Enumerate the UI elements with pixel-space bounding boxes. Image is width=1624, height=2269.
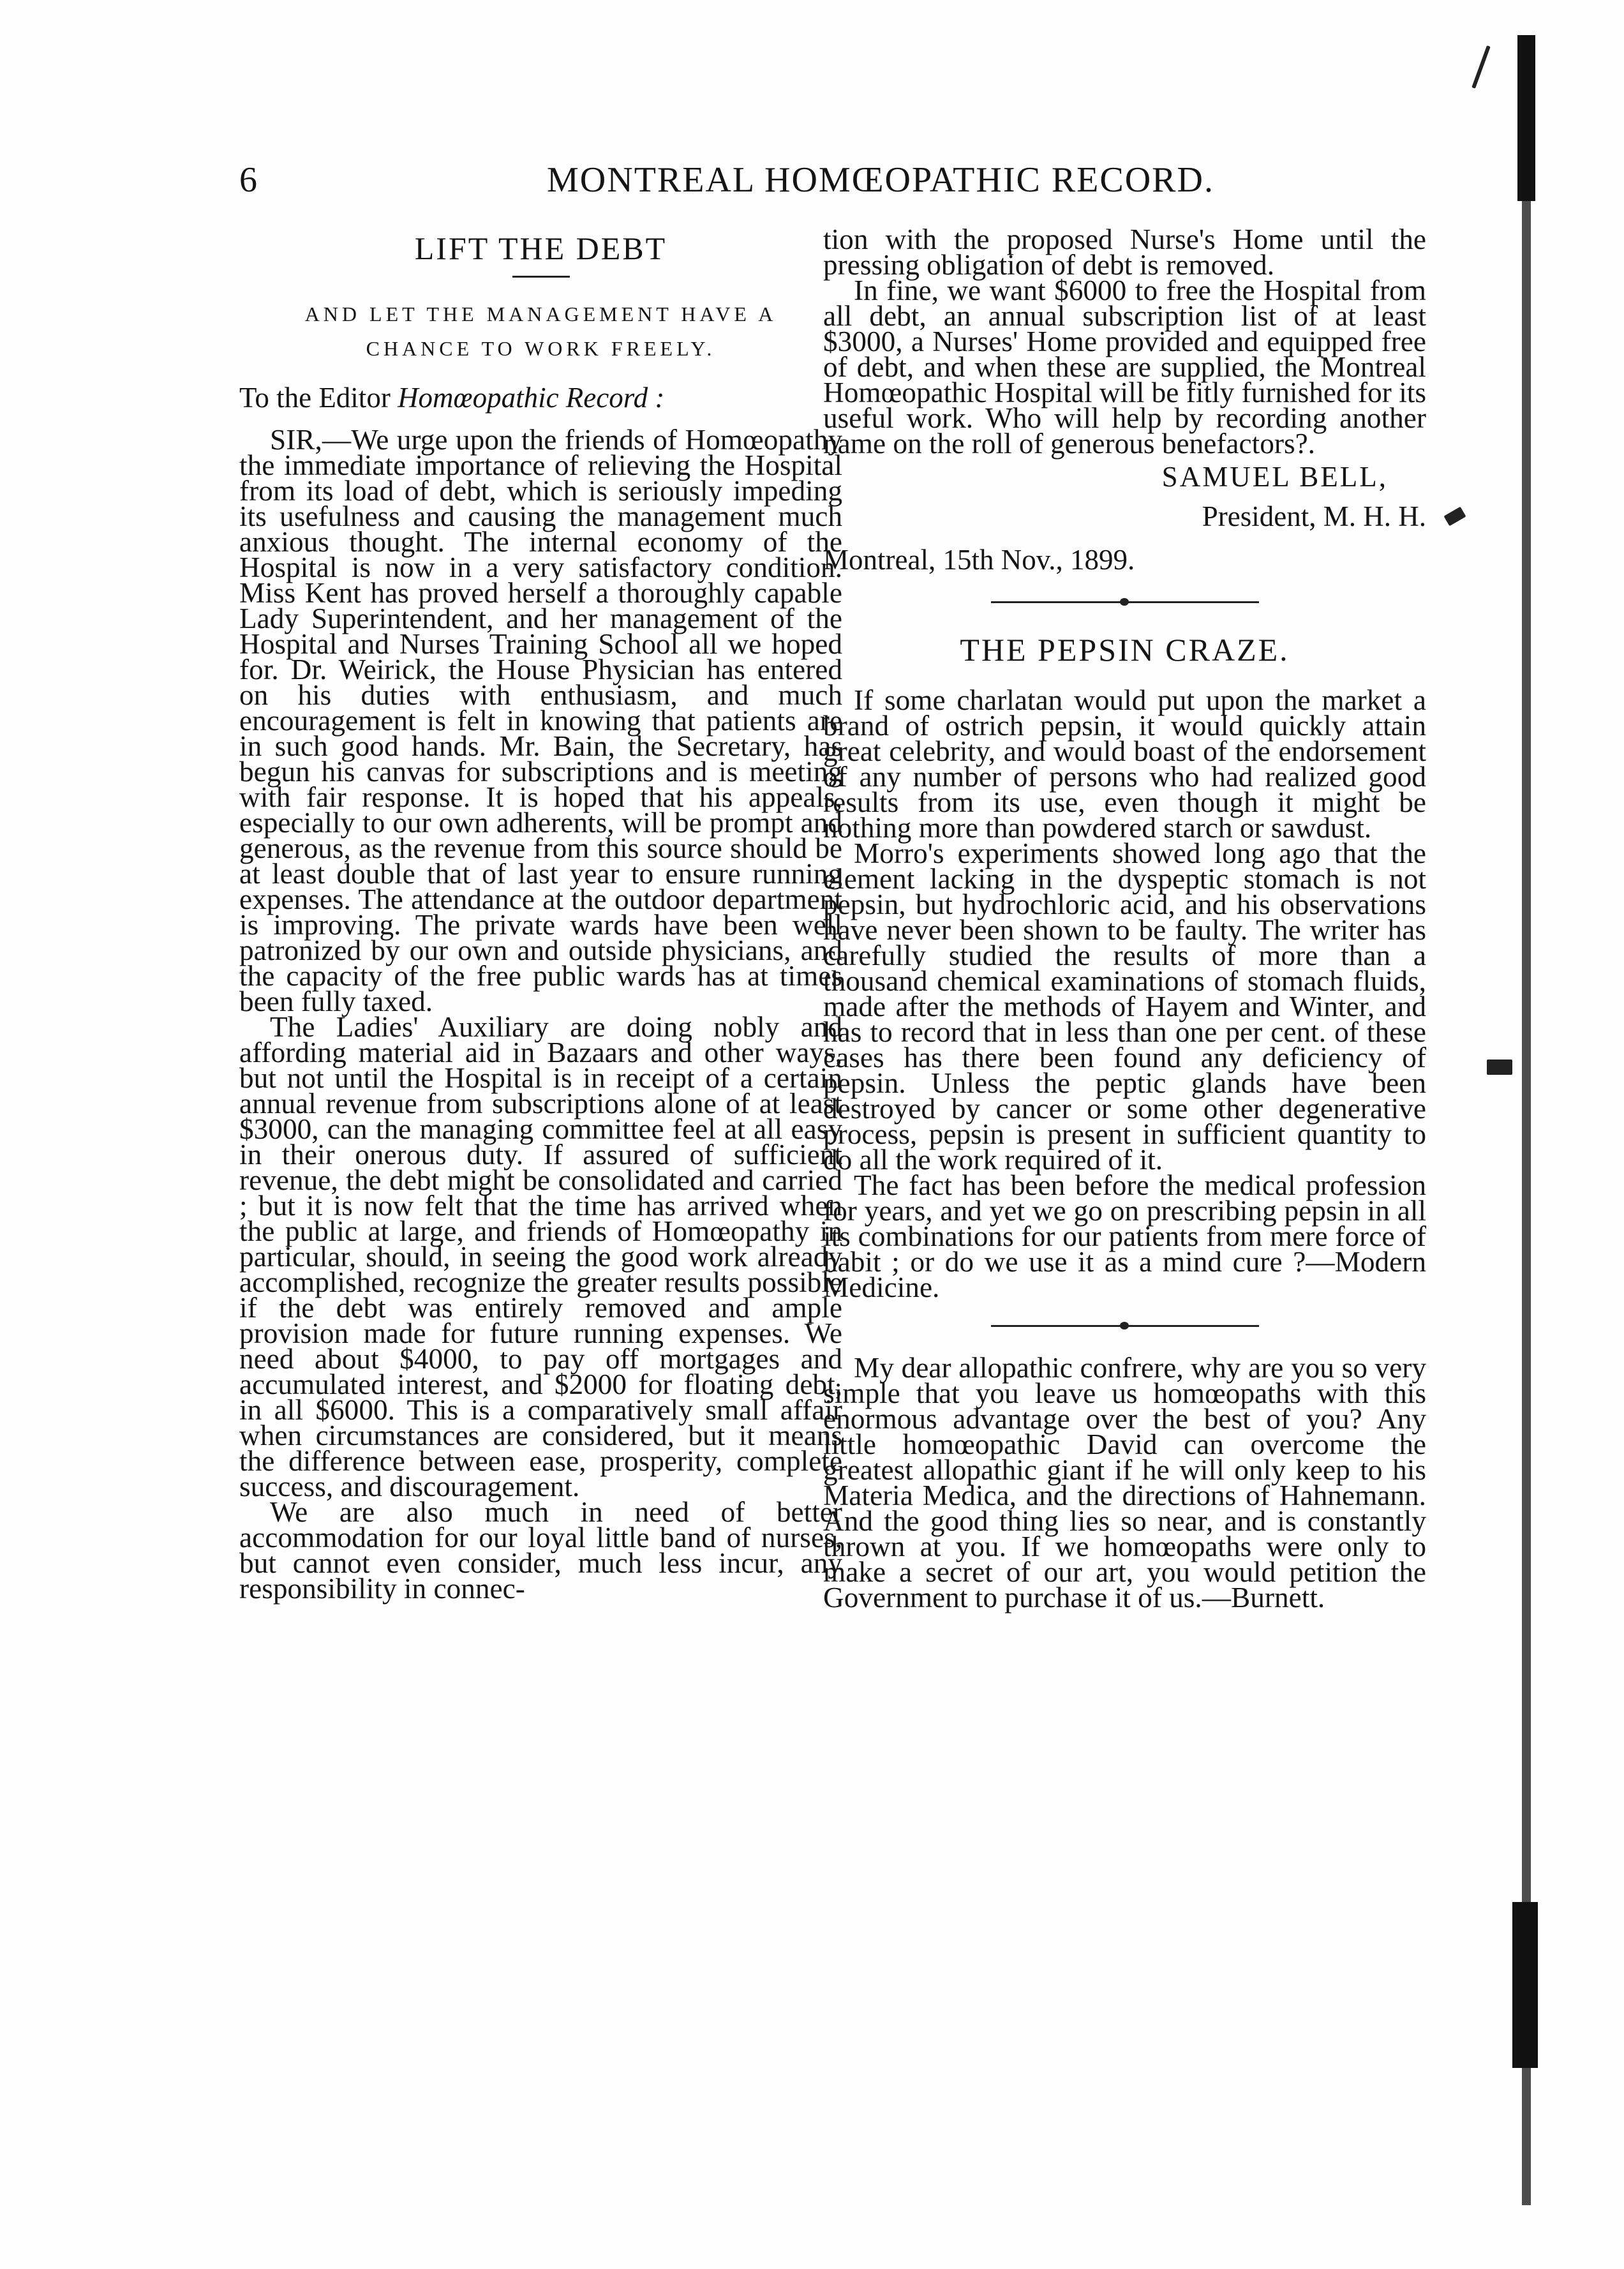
paragraph: We are also much in need of better accommodation for our loyal little band of nurses, but cannot even consider, much less incur, any responsibility in connec- — [239, 1496, 842, 1605]
right-column — [823, 223, 1426, 1614]
section-divider — [991, 1322, 1259, 1329]
salutation-prefix: To the Editor — [239, 382, 398, 414]
article-title-lift-the-debt: LIFT THE DEBT — [414, 230, 667, 266]
title-divider — [512, 276, 570, 278]
paragraph: My dear allopathic confrere, why are you so very simple that you leave us homœopaths with this enormous advantage over the best of you? Any little homœopathic David can overcome the greatest allopathic giant if he will only keep to his Materia Medica, and the directions of Hahnemann. And the good thing lies so near, and is constantly thrown at you. If we homœopaths were only to make a secret of our art, you would petition the Government to purchase it of us.—Burnett. — [823, 1352, 1426, 1614]
binding-edge-shadow — [1522, 35, 1531, 2205]
section-divider — [991, 598, 1259, 606]
binding-edge-dark-top — [1517, 35, 1535, 201]
paragraph: If some charlatan would put upon the market a brand of ostrich pepsin, it would quickly attain great celebrity, and would boast of the endorsement of any number of persons who had realized good results from its use, even though it might be nothing more than powdered starch or sawdust. — [823, 684, 1426, 844]
signature-title: President, M. H. H. — [1202, 500, 1426, 532]
scan-mark — [1487, 1060, 1512, 1075]
signature-name: SAMUEL BELL, — [1161, 461, 1388, 493]
paragraph-continued: tion with the proposed Nurse's Home until the pressing obligation of debt is removed. — [823, 223, 1426, 281]
paragraph: In fine, we want $6000 to free the Hospital from all debt, an annual subscription list of at least $3000, a Nurses' Home provided and equipped free of debt, and when these are supplied, the Montreal Homœopathic Hospital will be fitly furnished for its useful work. Who will help by recording another name on the roll of generous benefactors?. — [823, 274, 1426, 460]
scan-mark — [1444, 507, 1466, 527]
running-header: MONTREAL HOMŒOPATHIC RECORD. — [547, 160, 1214, 200]
page-number: 6 — [239, 160, 257, 200]
paragraph: The Ladies' Auxiliary are doing nobly and affording material aid in Bazaars and other ways, but not until the Hospital is in receipt of a certain annual revenue from subscriptions alone of at least $3000, can the managing committee feel at all easy in their onerous duty. If assured of sufficient revenue, the debt might be consolidated and carried ; but it is now felt that the time has arrived when the public at large, and friends of Homœopathy in particular, should, in seeing the good work already accomplished, recognize the greater results possible if the debt was entirely removed and ample provision made for future running expenses. We need about $4000, to pay off mortgages and accumulated interest, and $2000 for floating debt, in all $6000. This is a comparatively small affair when circumstances are considered, but it means the difference between ease, prosperity, complete success, and discouragement. — [239, 1011, 842, 1502]
paragraph: The fact has been before the medical profession for years, and yet we go on prescribing pepsin in all its combinations for our patients from mere force of habit ; or do we use it as a mind cure ?—Modern Medicine. — [823, 1169, 1426, 1303]
signature-date: Montreal, 15th Nov., 1899. — [823, 544, 1135, 576]
scan-mark — [1471, 45, 1491, 89]
paragraph: Morro's experiments showed long ago that the element lacking in the dyspeptic stomach is not pepsin, but hydrochloric acid, and his observations have never been shown to be faulty. The writer has carefully studied the results of more than a thousand chemical examinations of stomach fluids, made after the methods of Hayem and Winter, and has to record that in less than one per cent. of these cases has there been found any deficiency of pepsin. Unless the peptic glands have been destroyed by cancer or some other degenerative process, pepsin is present in sufficient quantity to do all the work required of it. — [823, 837, 1426, 1176]
salutation-publication: Homœopathic Record : — [398, 382, 665, 414]
salutation — [239, 381, 842, 414]
article-subtitle: AND LET THE MANAGEMENT HAVE A CHANCE TO WORK FREELY. — [304, 303, 777, 360]
paragraph: SIR,—We urge upon the friends of Homœopathy the immediate importance of relieving the Hospital from its load of debt, which is seriously impeding its usefulness and causing the management much anxious thought. The internal economy of the Hospital is now in a very satisfactory condition. Miss Kent has proved herself a thoroughly capable Lady Superintendent, and her management of the Hospital and Nurses Training School all we hoped for. Dr. Weirick, the House Physician has entered on his duties with enthusiasm, and much encouragement is felt in knowing that patients are in such good hands. Mr. Bain, the Secretary, has begun his canvas for subscriptions and is meeting with fair response. It is hoped that his appeals, especially to our own adherents, will be prompt and generous, as the revenue from this source should be at least double that of last year to ensure running expenses. The attendance at the outdoor department is improving. The private wards have been well patronized by our own and outside physicians, and the capacity of the free public wards has at times been fully taxed. — [239, 424, 842, 1017]
article-title-pepsin-craze: THE PEPSIN CRAZE. — [960, 632, 1290, 668]
left-column — [239, 230, 842, 1605]
binding-edge-dark-bottom — [1512, 1902, 1538, 2068]
